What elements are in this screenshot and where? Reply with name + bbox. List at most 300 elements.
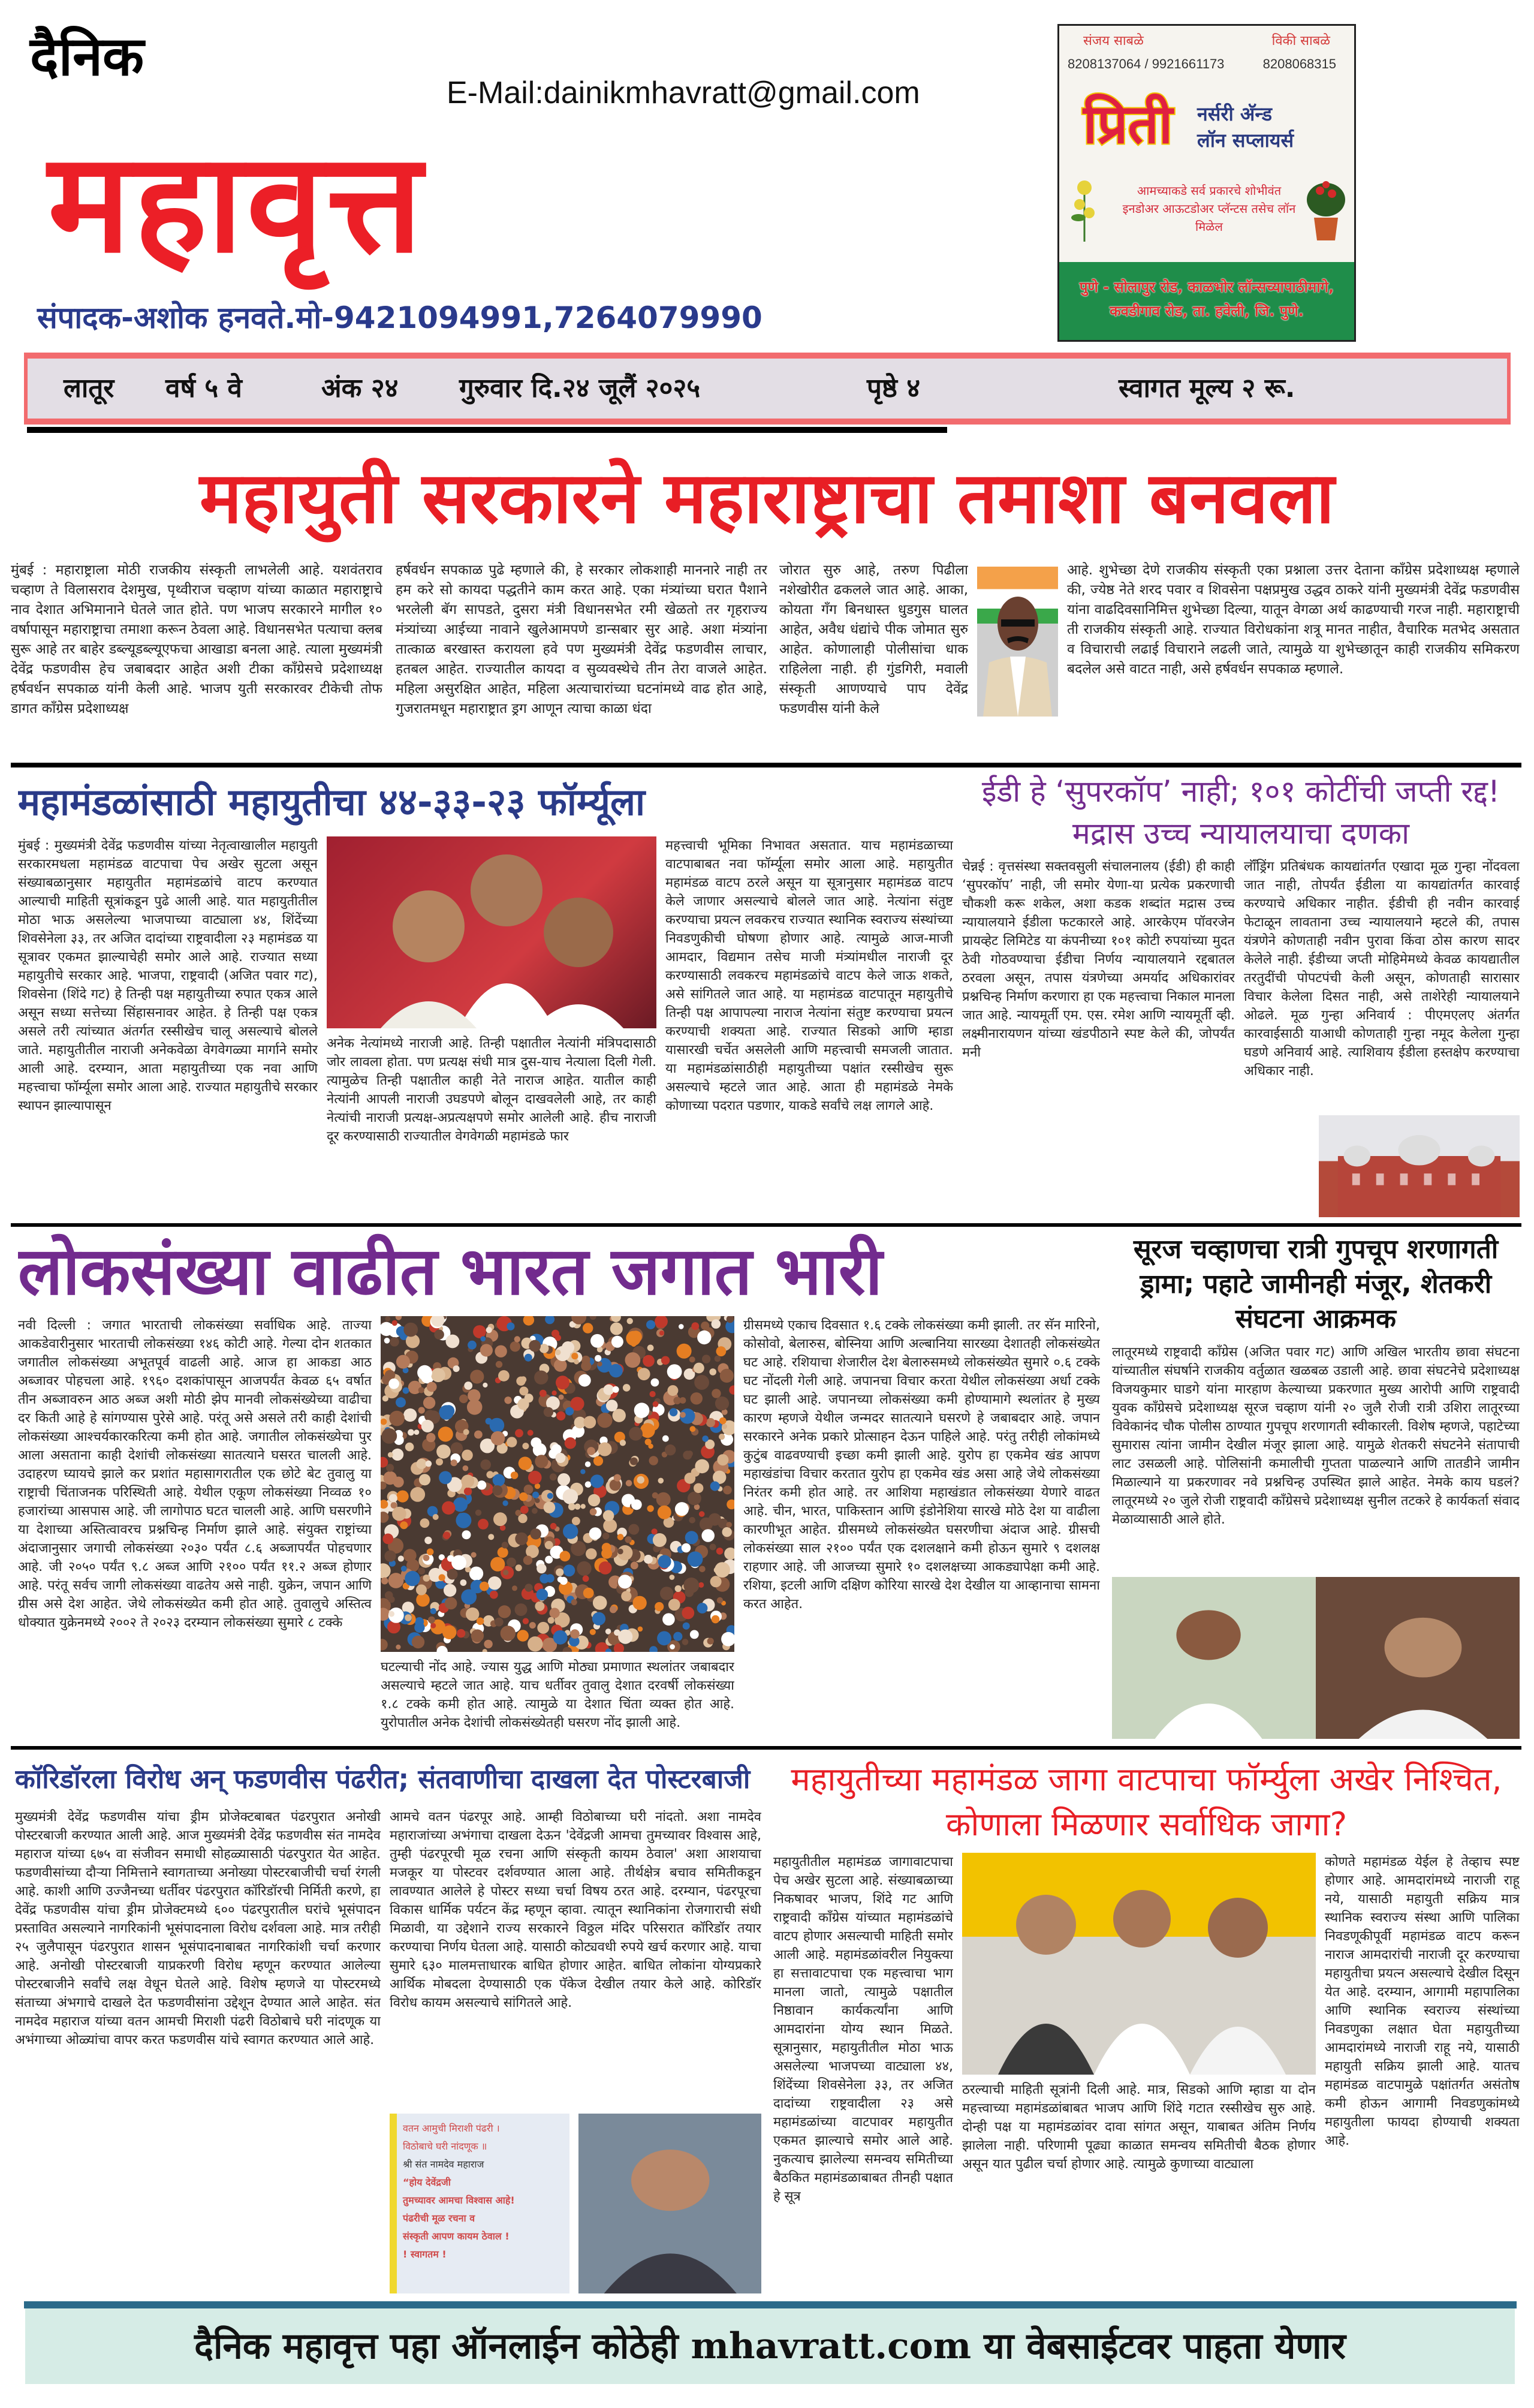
crowd-head: [695, 1459, 709, 1474]
crowd-head: [652, 1528, 658, 1534]
crowd-head: [562, 1341, 574, 1354]
story2-headline[interactable]: महामंडळांसाठी महायुतीचा ४४-३३-२३ फॉर्म्यूला: [18, 780, 646, 824]
crowd-head: [495, 1618, 504, 1627]
crowd-head: [403, 1549, 417, 1562]
crowd-head: [388, 1452, 393, 1458]
crowd-head: [471, 1629, 484, 1642]
story2-photo-leaders[interactable]: [327, 836, 656, 1028]
crowd-head: [709, 1513, 721, 1526]
crowd-head: [386, 1464, 394, 1471]
crowd-head: [464, 1381, 472, 1390]
crowd-head: [682, 1607, 694, 1620]
story6-photo-fadnavis[interactable]: [578, 2114, 761, 2293]
crowd-head: [486, 1418, 492, 1425]
crowd-head: [651, 1378, 659, 1387]
story7-col3: कोणते महामंडळ येईल हे तेव्हाच स्पष्ट होणार आहे. आमदारांमध्ये नाराजी राहू नये, यासाठी महायुती सक्रिय मात्र स्थानिक स्वराज्य संस्था आणि पालिका निवडणूकीपूर्वी महामंडळ वाटप करून नाराज आमदारांची नाराजी दूर करण्याचा महायुतीचा प्रयत्न असल्याचे देखील दिसून येत आहे. दरम्यान, आगामी महापालिका आणि स्थानिक स्वराज्य संस्थांच्या निवडणुका लक्षात घेता महायुतीच्या आमदारांमध्ये नाराजी राहू नये, यासाठी महायुती सक्रिय झाली आहे. यातच महामंडळ वाटपामुळे पक्षांतर्गत असंतोष कमी होऊन आगामी निवडणुकांमध्ये महायुतीला फायदा होण्याची शक्यता आहे.: [1325, 1855, 1520, 2148]
crowd-head: [683, 1623, 690, 1630]
crowd-head: [593, 1456, 603, 1466]
crowd-head: [632, 1596, 646, 1610]
fadnavis-image: [578, 2114, 761, 2293]
crowd-head: [563, 1524, 578, 1539]
crowd-head: [565, 1407, 574, 1416]
crowd-head: [507, 1323, 514, 1331]
crowd-head: [495, 1346, 507, 1357]
crowd-head: [388, 1611, 394, 1617]
story2-col2: अनेक नेत्यांमध्ये नाराजी आहे. तिन्ही पक्षातील नेत्यांनी मंत्रिपदासाठी जोर लावला होता. पण प्रत्यक्ष संधी मात्र दुस-याच नेत्याला दिली गेली. त्यामुळेच तिन्ही पक्षातील काही नेते नाराज आहेत. यातील काही नेत्यांनी आपली नाराजी उघडपणे बोलून दाखवलेली आहे, तर काही नेत्यांची नाराजी प्रत्यक्ष-अप्रत्यक्षपणे समोर आलेली आहे. हीच नाराजी दूर करण्यासाठी राज्यातील वेगवेगळी महामंडळे फार: [327, 1036, 656, 1144]
crowd-head: [391, 1449, 403, 1461]
crowd-head: [405, 1571, 420, 1586]
crowd-head: [701, 1529, 715, 1542]
crowd-head: [540, 1574, 549, 1584]
crowd-head: [442, 1501, 455, 1515]
crowd-head: [514, 1336, 520, 1342]
crowd-head: [690, 1426, 696, 1432]
crowd-head: [519, 1456, 532, 1470]
crowd-head: [503, 1570, 508, 1575]
crowd-head: [507, 1558, 516, 1567]
crowd-head: [556, 1411, 565, 1420]
crowd-head: [531, 1528, 541, 1539]
crowd-head: [480, 1344, 493, 1356]
crowd-head: [381, 1419, 387, 1425]
crowd-head: [644, 1555, 653, 1564]
crowd-head: [528, 1471, 542, 1485]
poster-line: संस्कृती आपण कायम ठेवाल !: [403, 2231, 510, 2242]
crowd-head: [667, 1364, 682, 1379]
crowd-head: [658, 1506, 671, 1519]
crowd-head: [469, 1567, 483, 1581]
crowd-head: [631, 1500, 642, 1510]
poster-line: विठोबाचे घरी नांदणूक ॥: [403, 2141, 487, 2152]
crowd-head: [682, 1639, 689, 1645]
crowd-head: [590, 1474, 604, 1488]
crowd-head: [690, 1630, 699, 1639]
crowd-head: [498, 1370, 510, 1381]
crowd-head: [436, 1444, 451, 1459]
crowd-head: [673, 1632, 682, 1641]
crowd-head: [712, 1389, 721, 1398]
crowd-head: [397, 1491, 409, 1503]
crowd-head: [478, 1519, 489, 1530]
crowd-head: [649, 1456, 658, 1465]
crowd-head: [577, 1561, 591, 1576]
crowd-head: [511, 1471, 519, 1479]
poster-line: तुमच्यावर आमचा विश्वास आहे!: [403, 2195, 515, 2206]
crowd-head: [606, 1399, 618, 1411]
crowd-head: [621, 1591, 631, 1601]
crowd-head: [555, 1453, 565, 1463]
crowd-head: [388, 1596, 395, 1603]
crowd-head: [550, 1473, 557, 1480]
crowd-head: [638, 1627, 643, 1632]
crowd-head: [389, 1494, 397, 1503]
story4-col1: नवी दिल्ली : जगात भारताची लोकसंख्या सर्वाधिक आहे. ताज्या आकडेवारीनुसार भारताची लोकसंख्या १४६ कोटी आहे. गेल्या दोन शतकात जगातील लोकसंख्या अभूतपूर्व वाढली आहे. आज हा आकडा आठ अब्जावर पोहचला आहे. १९६० दशकांपासून आजपर्यंत केवळ ६५ वर्षात तीन अब्जावरुन आठ अब्ज अशी मोठी झेप मानवी लोकसंख्येच्या वाढीचा दर किती आहे हे सांगण्यास पुरेसे आहे. परंतू असे असले तरी काही देशांची लोकसंख्या आश्चर्यकारकरित्या कमी होत आहे. जगातील लोकसंख्येचा पुर आला असताना काही देशांची लोकसंख्या सातत्याने घसरत चालली आहे. उदाहरण घ्यायचे झाले कर प्रशांत महासागरातील एक छोटे बेट तुवालु या राष्ट्राची चिंताजनक परिस्थिती आहे. येथील एकूण लोकसंख्या निव्वळ १० हजारांच्या आसपास आहे. जी लागोपाठ घटत चालली आहे. आणि घसरणीने या देशाच्या अस्तित्वावरच प्रश्नचिन्ह निर्माण झाले आहे. संयुक्त राष्ट्रांच्या अंदाजानुसार जगाची लोकसंख्या २०३० पर्यंत ८.६ अब्जापर्यंत पोहचणार आहे. जी २०५० पर्यंत ९.८ अब्ज आणि २१०० पर्यंत ११.२ अब्ज होणार आहे. परंतू सर्वच जागी लोकसंख्या वाढतेय असे नाही. युक्रेन, जपान आणि ग्रीस असे देश आहेत. जेथे लोकसंख्येत कमी होत आहे. तुवालुचे अस्तित्व धोक्यात युक्रेनमध्ये २००२ ते २०२३ दरम्यान लोकसंख्या सुमारे ८ टक्के: [18, 1318, 372, 1630]
crowd-head: [417, 1459, 427, 1469]
crowd-head: [529, 1340, 541, 1352]
crowd-head: [670, 1644, 675, 1650]
crowd-head: [392, 1507, 406, 1521]
crowd-head: [590, 1509, 597, 1516]
crowd-head: [550, 1523, 557, 1530]
crowd-head: [462, 1450, 473, 1461]
ad-tagline: [1197, 101, 1294, 153]
crowd-head: [715, 1562, 730, 1578]
crowd-head: [556, 1569, 563, 1576]
crowd-head: [470, 1369, 484, 1383]
crowd-head: [458, 1513, 465, 1519]
crowd-head: [670, 1575, 675, 1580]
crowd-head: [396, 1645, 400, 1650]
crowd-head: [483, 1383, 487, 1387]
crowd-head: [618, 1575, 632, 1588]
crowd-head: [688, 1492, 701, 1506]
crowd-head: [532, 1492, 539, 1498]
crowd-head: [691, 1322, 699, 1330]
ad-address: [1059, 262, 1354, 340]
story4-headline[interactable]: लोकसंख्या वाढीत भारत जगात भारी: [18, 1233, 883, 1310]
crowd-head: [443, 1405, 455, 1417]
crowd-head: [652, 1492, 658, 1498]
crowd-head: [720, 1369, 734, 1383]
crowd-head: [496, 1361, 502, 1368]
crowd-head: [548, 1617, 554, 1624]
crowd-head: [392, 1320, 397, 1326]
crowd-head: [426, 1461, 432, 1467]
crowd-head: [555, 1335, 561, 1341]
crowd-head: [390, 1337, 399, 1347]
crowd-head: [430, 1623, 436, 1629]
crowd-head: [418, 1567, 425, 1575]
crowd-head: [572, 1517, 580, 1525]
crowd-head: [490, 1591, 498, 1599]
crowd-head: [492, 1485, 502, 1495]
crowd-head: [498, 1547, 508, 1558]
crowd-head: [589, 1527, 602, 1540]
story1-photo-politician[interactable]: [977, 567, 1058, 717]
footer-rule: [24, 2301, 1517, 2308]
masthead-email[interactable]: E-Mail:dainikmhavratt@gmail.com: [447, 76, 920, 110]
poster-line: “होय देवेंद्रजी: [403, 2177, 451, 2188]
crowd-head: [451, 1459, 457, 1466]
crowd-head: [477, 1480, 486, 1489]
crowd-head: [433, 1514, 439, 1520]
crowd-head: [414, 1429, 420, 1435]
crowd-head: [560, 1551, 571, 1561]
ad-description-1: आमच्याकडे सर्व प्रकारचे शोभीवंत: [1137, 183, 1282, 198]
issue-year: वर्ष ५ वे: [165, 373, 242, 404]
crowd-head: [571, 1599, 577, 1605]
poster-line: वतन आमुची मिराशी पंढरी ।: [403, 2123, 500, 2134]
crowd-head: [657, 1631, 671, 1645]
issue-info-bar: [24, 353, 1511, 425]
crowd-head: [683, 1578, 699, 1593]
crowd-head: [516, 1564, 522, 1571]
crowd-head: [581, 1504, 586, 1509]
crowd-head: [510, 1341, 520, 1352]
crowd-head: [501, 1626, 516, 1641]
crowd-head: [627, 1318, 633, 1324]
crowd-head: [459, 1395, 468, 1404]
crowd-head: [528, 1636, 543, 1651]
crowd-head: [480, 1582, 489, 1591]
crowd-head: [706, 1418, 715, 1427]
crowd-head: [460, 1579, 467, 1586]
crowd-head: [381, 1428, 397, 1444]
crowd-head: [504, 1396, 511, 1404]
ad-phone-right: 8208068315: [1262, 56, 1336, 71]
crowd-head: [689, 1517, 695, 1524]
crowd-head: [475, 1510, 481, 1516]
crowd-head: [502, 1542, 508, 1548]
crowd-head: [637, 1476, 644, 1483]
crowd-head: [522, 1443, 529, 1449]
crowd-head: [462, 1530, 471, 1539]
story3-photo-madras-high-court[interactable]: [1319, 1115, 1520, 1217]
crowd-head: [385, 1316, 390, 1322]
mahayuti-leaders-image: [962, 1853, 1316, 2075]
crowd-head: [661, 1356, 670, 1365]
issue-number: अंक २४: [321, 373, 399, 404]
poster-line: ! स्वागतम !: [403, 2249, 447, 2260]
crowd-head: [442, 1626, 456, 1639]
crowd-head: [491, 1431, 505, 1446]
crowd-head: [603, 1510, 614, 1522]
crowd-head: [423, 1555, 430, 1561]
crowd-head: [474, 1431, 483, 1439]
yellow-rose-icon: [1066, 176, 1102, 242]
crowd-head: [667, 1385, 678, 1396]
crowd-head: [515, 1603, 528, 1616]
story3-headline[interactable]: ईडी हे ‘सुपरकॉप’ नाही; १०१ कोटींची जप्ती रद्द! मद्रास उच्च न्यायालयाचा दणका: [981, 774, 1500, 851]
crowd-head: [480, 1459, 491, 1470]
crowd-head: [590, 1334, 604, 1348]
crowd-head: [453, 1365, 460, 1372]
crowd-head: [415, 1617, 424, 1626]
crowd-head: [710, 1482, 720, 1491]
crowd-head: [613, 1386, 619, 1393]
court-building-image: [1319, 1115, 1520, 1217]
crowd-head: [447, 1569, 458, 1580]
crowd-head: [710, 1576, 722, 1587]
crowd-head: [691, 1392, 703, 1404]
crowd-head: [658, 1555, 671, 1568]
crowd-head: [665, 1444, 676, 1455]
crowd-head: [417, 1365, 432, 1380]
crowd-head: [597, 1413, 612, 1428]
ad-phone-left: 8208137064 / 9921661173: [1068, 56, 1225, 71]
crowd-head: [439, 1574, 445, 1581]
crowd-head: [400, 1521, 408, 1529]
crowd-head: [726, 1522, 732, 1528]
issue-city: लातूर: [64, 373, 114, 404]
crowd-head: [550, 1608, 560, 1618]
crowd-head: [463, 1465, 469, 1471]
crowd-head: [515, 1429, 523, 1437]
ad-tagline-2: लॉन सप्लायर्स: [1197, 129, 1294, 152]
story6-photo-poster[interactable]: [390, 2114, 569, 2293]
crowd-head: [610, 1323, 623, 1335]
crowd-head: [473, 1325, 486, 1338]
story7-photo-leaders[interactable]: [962, 1853, 1316, 2075]
crowd-head: [640, 1423, 655, 1438]
crowd-head: [545, 1541, 553, 1549]
crowd-head: [712, 1615, 720, 1624]
story2-col1: मुंबई : मुख्यमंत्री देवेंद्र फडणवीस यांच्या नेतृत्वाखालील महायुती सरकारमधला महामंडळ वाटपाचा पेच अखेर सुटला असून संख्याबळानुसार महायुतीत महामंडळांचे वाटप करण्यात आल्याची माहिती सूत्रांकडून पुढे आली आहे. यात महायुतीतील मोठा भाऊ असलेल्या भाजपाच्या वाट्याला ४४, शिंदेंच्या शिवसेनेला ३३, तर अजित दादांच्या राष्ट्रवादीला २३ महामंडळ या सूत्रावर एकमत झाल्याचेही समोर आले आहे. राज्यात सध्या महायुतीचे सरकार आहे. भाजपा, राष्ट्रवादी (अजित पवार गट), शिवसेना (शिंदे गट) हे तिन्ही पक्ष महायुतीच्या रुपात एकत्र आले असून सध्या सत्तेच्या सिंहासनावर आहेत. हे तिन्ही पक्ष एकत्र असले तरी त्यांच्यात अंतर्गत रस्सीखेच चालू असल्याचे बोलले जाते. महायुतीतील नाराजी अनेकवेळा वेगवेगळ्या मार्गाने समोर आली आहे. दरम्यान, आता महायुतीच्या एक नवा आणि महत्त्वाचा फॉर्म्यूला समोर आला आहे. राज्यात महायुतीचे सरकार स्थापन झाल्यापासून: [18, 838, 318, 1113]
crowd-head: [609, 1364, 623, 1378]
story1-headline[interactable]: महायुती सरकारने महाराष्ट्राचा तमाशा बनवला: [199, 456, 1335, 539]
story4-photo-crowd[interactable]: [381, 1316, 734, 1652]
crowd-head: [602, 1533, 609, 1539]
masthead-editor: संपादक-अशोक हनवते.मो-9421094991,7264079990: [37, 300, 763, 335]
crowd-head: [418, 1387, 424, 1393]
crowd-head: [630, 1331, 642, 1343]
crowd-head: [587, 1447, 595, 1455]
story6-headline[interactable]: कॉरिडॉरला विरोध अन् फडणवीस पंढरीत; संतवाणीचा दाखला देत पोस्टरबाजी: [15, 1764, 751, 1795]
crowd-head: [537, 1622, 549, 1634]
crowd-head: [634, 1402, 650, 1418]
crowd-head: [498, 1605, 511, 1618]
crowd-head: [428, 1617, 435, 1624]
crowd-head: [556, 1375, 569, 1389]
crowd-head: [533, 1443, 547, 1457]
crowd-head: [717, 1597, 723, 1603]
masthead-brand-logo: महावृत्त: [48, 124, 426, 284]
crowd-head: [643, 1355, 655, 1367]
crowd-head: [563, 1489, 578, 1504]
crowd-head: [688, 1551, 703, 1567]
crowd-head: [398, 1555, 404, 1561]
crowd-head: [662, 1613, 675, 1626]
crowd-head: [597, 1362, 602, 1366]
crowd-head: [628, 1524, 639, 1535]
poster-line: श्री संत नामदेव महाराज: [403, 2159, 484, 2170]
crowd-head: [697, 1603, 708, 1614]
crowd-head: [659, 1331, 664, 1335]
crowd-head: [467, 1399, 483, 1415]
crowd-head: [565, 1437, 576, 1449]
crowd-head: [588, 1494, 600, 1506]
crowd-head: [675, 1502, 689, 1516]
crowd-head: [461, 1474, 474, 1488]
crowd-head: [436, 1458, 443, 1465]
story4-col3: ग्रीसमध्ये एकाच दिवसात १.६ टक्के लोकसंख्या कमी झाली. तर सॅन मारिनो, कोसोवो, बेलारुस, बोस्निया आणि अल्बानिया सारख्या देशातही लोकसंख्येत घट आहे. रशियाचा शेजारील देश बेलारुसमध्ये लोकसंख्येत सुमारे ०.६ टक्के घट नोंदली गेली आहे. जपानचा विचार करता येथील लोकसंख्या अर्धा टक्के घट झाली आहे. जपानच्या लोकसंख्या कमी होण्यामागे स्थलांतर हे मुख्य कारण म्हणजे येथील जन्मदर सातत्याने घसरणे हे जबाबदार आहे. जपान सरकारने अनेक प्रकारे प्रोत्साहन देऊन पाहिले आहे. परंतु तरीही लोकांमध्ये कुटुंब वाढवण्याची इच्छा कमी झाली आहे. युरोप हा एकमेव खंड आपण महाखंडांचा विचार करतात युरोप हा एकमेव खंड असा आहे जेथे लोकसंख्या निरंतर कमी होत आहे. तर आशिया महाखंडात लोकसंख्या येणारे वाढत आहे. चीन, भारत, पाकिस्तान आणि इंडोनेशिया सारखे मोठे देश या वाढीला कारणीभूत आहेत. ग्रीसमध्ये लोकसंख्येत घसरणीचा अंदाज आहे. ग्रीसची लोकसंख्या साल २१०० पर्यंत एक दशलक्षाने कमी होऊन सुमारे ९ दशलक्ष राहणार आहे. जी आजच्या सुमारे १० दशलक्षच्या आकड्यापेक्षा कमी आहे. रशिया, इटली आणि दक्षिण कोरिया सारखे देश देखील या आव्हानाचा सामना करत आहेत.: [743, 1318, 1100, 1612]
crowd-head: [443, 1532, 450, 1539]
crowd-head: [490, 1557, 505, 1572]
crowd-head: [620, 1440, 626, 1446]
crowd-head: [717, 1454, 728, 1465]
crowd-head: [537, 1564, 546, 1573]
crowd-head: [388, 1378, 399, 1389]
crowd-head: [461, 1589, 477, 1605]
story1-col2: हर्षवर्धन सपकाळ पुढे म्हणाले की, हे सरकार लोकशाही माननारे नाही तर हम करे सो कायदा पद्धतीने काम करत आहे. एका मंत्र्यांच्या घरात पैशाने भरलेली बॅग सापडते, दुसरा मंत्री विधानसभेत रमी खेळतो तर गृहराज्य मंत्र्यांच्या आईच्या नावाने खुलेआमपणे डान्सबार सुर आहे. अशा मंत्र्यांना तात्काळ बरखास्त करायला हवे पण मुख्यमंत्री देवेंद्र फडणवीस लाचार, हतबल आहेत. राज्यातील कायदा व सुव्यवस्थेचे तीन तेरा वाजले आहेत. महिला असुरक्षित आहेत, महिला अत्याचारांच्या घटनांमध्ये वाढ होत आहे, गुजरातमधून महाराष्ट्रात ड्रग आणून त्याचा काळा धंदा: [396, 562, 767, 717]
crowd-head: [535, 1498, 540, 1503]
crowd-head: [581, 1356, 590, 1365]
crowd-head: [710, 1544, 716, 1551]
crowd-head: [451, 1555, 466, 1570]
crowd-head: [685, 1531, 698, 1544]
crowd-head: [658, 1478, 664, 1484]
crowd-head: [540, 1344, 549, 1353]
crowd-head: [647, 1345, 654, 1352]
crowd-head: [555, 1350, 560, 1355]
crowd-head: [537, 1589, 548, 1601]
crowd-head: [626, 1480, 632, 1486]
story5-photo[interactable]: [1112, 1577, 1520, 1739]
crowd-head: [389, 1411, 405, 1426]
poster-line: पंढरीची मूळ रचना व: [403, 2213, 475, 2224]
crowd-head: [685, 1473, 696, 1484]
crowd-head: [602, 1543, 611, 1552]
crowd-head: [535, 1602, 544, 1611]
crowd-head: [381, 1578, 388, 1585]
crowd-head: [617, 1549, 623, 1555]
crowd-head: [396, 1355, 410, 1369]
advertisement-preeti-nursery[interactable]: [1057, 24, 1356, 342]
crowd-head: [662, 1435, 669, 1442]
crowd-head: [423, 1575, 430, 1582]
story7-headline[interactable]: महायुतीच्या महामंडळ जागा वाटपाचा फॉर्म्युला अखेर निश्चित, कोणाला मिळणार सर्वाधिक जागा?: [791, 1760, 1502, 1843]
crowd-head: [610, 1606, 617, 1613]
crowd-head: [646, 1320, 655, 1329]
issue-date: गुरुवार दि.२४ जूलैं २०२५: [459, 373, 701, 404]
crowd-head: [468, 1341, 477, 1350]
crowd-head: [623, 1384, 631, 1392]
crowd-head: [687, 1450, 693, 1456]
potted-plant-icon: [1305, 176, 1347, 242]
crowd-head: [518, 1398, 529, 1410]
crowd-head: [515, 1510, 521, 1516]
crowd-head: [583, 1575, 589, 1582]
ad-description-2: इनडोअर आऊटडोअर प्लॅन्टस तसेच लॉन मिळेल: [1122, 201, 1296, 234]
crowd-head: [507, 1437, 517, 1447]
crowd-head: [512, 1585, 517, 1591]
crowd-head: [677, 1344, 692, 1359]
crowd-head: [631, 1562, 638, 1570]
crowd-head: [585, 1461, 591, 1467]
story5-headline[interactable]: सूरज चव्हाणचा रात्री गुपचूप शरणागती ड्रामा; पहाटे जामीनही मंजूर, शेतकरी संघटना आक्रमक: [1133, 1234, 1499, 1334]
crowd-head: [715, 1396, 729, 1410]
issue-pages: पृष्ठे ४: [867, 373, 921, 404]
crowd-head: [560, 1577, 568, 1585]
crowd-head: [578, 1374, 591, 1387]
crowd-head: [571, 1353, 578, 1359]
crowd-head: [384, 1551, 396, 1562]
crowd-head: [486, 1327, 492, 1333]
section-rule: [11, 1746, 1521, 1750]
crowd-head: [592, 1612, 605, 1626]
crowd-head: [525, 1354, 532, 1362]
crowd-head: [697, 1331, 711, 1344]
crowd-head: [653, 1533, 667, 1547]
story5-col1: लातूरमध्ये राष्ट्रवादी काँग्रेस (अजित पवार गट) आणि अखिल भारतीय छावा संघटना यांच्यातील संघर्षाने राजकीय वर्तुळात खळबळ उडाली आहे. छावा संघटनेचे प्रदेशाध्यक्ष विजयकुमार घाडगे यांना मारहाण केल्याच्या प्रकरणात मुख्य आरोपी आणि राष्ट्रवादी युवक काँग्रेसचे प्रदेशाध्यक्ष सूरज चव्हाण यांनी २० जुलै रोजी रात्री उशिरा लातूरच्या विवेकानंद चौक पोलीस ठाण्यात गुपचूप शरणागती स्वीकारली. विशेष म्हणजे, पहाटेच्या सुमारास त्यांना जामीन देखील मंजूर झाला आहे. यामुळे शेतकरी संघटनेने संतापाची लाट उसळली आहे. पोलिसांनी कमालीची गुप्तता पाळल्याने आणि तातडीने जामीन मिळाल्याने या प्रकरणावर नवे प्रश्नचिन्ह उपस्थित झाले आहेत. नेमके काय घडलं? लातूरमध्ये २० जुले रोजी राष्ट्रवादी काँग्रेसचे प्रदेशाध्यक्ष सुनील तटकरे हे कार्यकर्ता संवाद मेळाव्यासाठी आले होते.: [1112, 1345, 1520, 1527]
footer-banner[interactable]: दैनिक महावृत्त पहा ऑनलाईन कोठेही mhavratt.com या वेबसाईटवर पाहता येणार: [25, 2308, 1515, 2384]
story7-col1: महायुतीतील महामंडळ जागावाटपाचा पेच अखेर सुटला आहे. संख्याबळाच्या निकषावर भाजप, शिंदे गट आणि राष्ट्रवादी काँग्रेस यांच्यात महामंडळांचे वाटप होणार असल्याची माहिती समोर आली आहे. महामंडळांवरील नियुक्त्या हा सत्तावाटपाचा एक महत्त्वाचा भाग मानला जातो, त्यामुळे पक्षातील निष्ठावान कार्यकर्त्यांना आणि आमदारांना योग्य स्थान मिळते. सूत्रानुसार, महायुतीतील मोठा भाऊ असलेल्या भाजपच्या वाट्याला ४४, शिंदेंच्या शिवसेनेला ३३, तर अजित दादांच्या राष्ट्रवादीला २३ असे महामंडळांच्या वाटपावर महायुतीत एकमत झाल्याचे समोर आले आहे. नुकत्याच झालेल्या समन्वय समितीच्या बैठकित महामंडळाबाबत तीनही पक्षात हे सूत्र: [773, 1855, 953, 2204]
crowd-head: [590, 1629, 596, 1635]
crowd-head: [547, 1493, 553, 1499]
crowd-head: [410, 1487, 425, 1502]
crowd-head: [586, 1548, 597, 1560]
crowd-head: [682, 1543, 691, 1552]
crowd-head: [445, 1597, 457, 1610]
story1-col1: मुंबई : महाराष्ट्राला मोठी राजकीय संस्कृती लाभलेली आहे. यशवंतराव चव्हाण ते विलासराव देशमुख, पृथ्वीराज चव्हाण यांच्या काळात महाराष्ट्राचे नाव देशात अभिमानाने घेतले जात होते. पण भाजप सरकारने मागील १० वर्षापासून महाराष्ट्राचा तमाशा करून ठेवला आहे. विधानसभेत पत्याचा क्लब सुरू आहे तर बाहेर डब्ल्यूडब्ल्यूएफचा आखाडा बनला आहे. त्याला मुख्यमंत्री देवेंद्र फडणवीस हेच जबाबदार आहेत अशी टीका काँग्रेसचे प्रदेशाध्यक्ष हर्षवर्धन सपकाळ यांनी केली आहे. भाजप युती सरकारवर टीकेची तोफ डागत काँग्रेस प्रदेशाध्यक्ष: [11, 562, 382, 717]
crowd-head: [645, 1438, 652, 1445]
crowd-head: [396, 1397, 406, 1407]
crowd-head: [680, 1397, 686, 1404]
section-rule: [11, 1223, 1521, 1227]
ad-brand: प्रिती: [1083, 93, 1173, 156]
section-rule: [11, 763, 1521, 767]
story1-col4: आहे. शुभेच्छा देणे राजकीय संस्कृती एका प्रश्नाला उत्तर देताना काँग्रेस प्रदेशाध्यक्ष म्हणाले की, ज्येष्ठ नेते शरद पवार व शिवसेना पक्षप्रमुख उद्धव ठाकरे यांनी मुख्यमंत्री देवेंद्र फडणवीस यांना वाढदिवसानिमित्त शुभेच्छा दिल्या, यातून वेगळा अर्थ काढण्याची गरज नाही. महाराष्ट्राची ती राजकीय संस्कृती आहे. राज्यात विरोधकांना शत्रू मानत नाहीत, वैचारिक मतभेद असतात व विचाराची लढाई विचाराने लढली जाते, त्यामुळे या शुभेच्छातून काही राजकीय समिकरण बदलेल असे वाटत नाही, असे हर्षवर्धन सपकाळ म्हणाले.: [1067, 562, 1520, 677]
